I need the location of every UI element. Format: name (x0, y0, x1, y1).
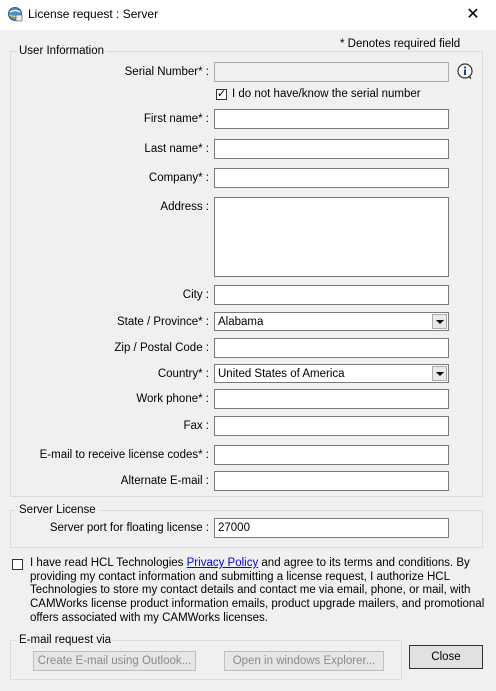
consent-text (30, 557, 485, 626)
consent-checkbox[interactable] (12, 559, 23, 570)
city-input[interactable] (214, 285, 449, 305)
city-label: City : (182, 289, 209, 301)
window-title: License request : Server (28, 7, 159, 21)
zip-input[interactable] (214, 338, 449, 358)
title-bar (0, 0, 496, 30)
address-textarea[interactable] (214, 197, 449, 277)
consent-text-after: and agree to its terms and conditions. By providing my contact information and submitting a license request, I authorize HCL Technologies to store my contact details and contact me via email, phone, or mail, with CAMWorks license product information emails, product upgrade mailers, and promotional offers associated with my CAMWorks licenses. (30, 557, 485, 624)
consent-text-before: I have read HCL Technologies (30, 557, 187, 569)
alt-email-input[interactable] (214, 471, 449, 491)
info-icon[interactable] (457, 63, 473, 79)
company-label: Company* : (148, 172, 209, 184)
country-select[interactable] (214, 364, 449, 383)
work-phone-label: Work phone* : (136, 393, 209, 405)
country-label: Country* : (157, 368, 209, 380)
work-phone-input[interactable] (214, 389, 449, 409)
app-icon (7, 6, 23, 22)
first-name-input[interactable] (214, 109, 449, 129)
state-label: State / Province* : (116, 316, 209, 328)
required-note: * Denotes required field (340, 38, 461, 50)
close-button[interactable]: Close (409, 645, 483, 669)
last-name-label: Last name* : (144, 143, 209, 155)
company-input[interactable] (214, 168, 449, 188)
open-in-explorer-button[interactable]: Open in windows Explorer... (224, 651, 384, 671)
no-serial-checkbox[interactable] (216, 89, 227, 100)
alt-email-label: Alternate E-mail : (120, 475, 209, 487)
window-close-icon[interactable]: ✕ (466, 6, 480, 23)
serial-number-input[interactable] (214, 62, 449, 82)
state-select[interactable] (214, 312, 449, 331)
server-port-label: Server port for floating license : (49, 522, 209, 534)
server-port-input[interactable]: 27000 (214, 518, 449, 538)
country-value: United States of America (218, 368, 345, 380)
server-license-legend: Server License (19, 504, 96, 516)
license-email-label: E-mail to receive license codes* : (39, 449, 209, 461)
fax-label: Fax : (183, 420, 209, 432)
zip-label: Zip / Postal Code : (114, 342, 209, 354)
last-name-input[interactable] (214, 139, 449, 159)
create-email-outlook-button[interactable]: Create E-mail using Outlook... (33, 651, 196, 671)
checkmark-icon: ✓ (217, 88, 227, 100)
user-info-legend: User Information (19, 45, 105, 57)
address-label: Address : (160, 201, 209, 213)
first-name-label: First name* : (143, 113, 209, 125)
privacy-policy-link[interactable]: Privacy Policy (186, 557, 259, 569)
chevron-down-icon[interactable] (432, 314, 447, 329)
fax-input[interactable] (214, 416, 449, 436)
no-serial-label: I do not have/know the serial number (232, 88, 421, 100)
license-email-input[interactable] (214, 445, 449, 465)
chevron-down-icon[interactable] (432, 366, 447, 381)
state-value: Alabama (218, 316, 264, 328)
email-request-legend: E-mail request via (19, 634, 112, 646)
serial-number-label: Serial Number* : (124, 66, 209, 78)
